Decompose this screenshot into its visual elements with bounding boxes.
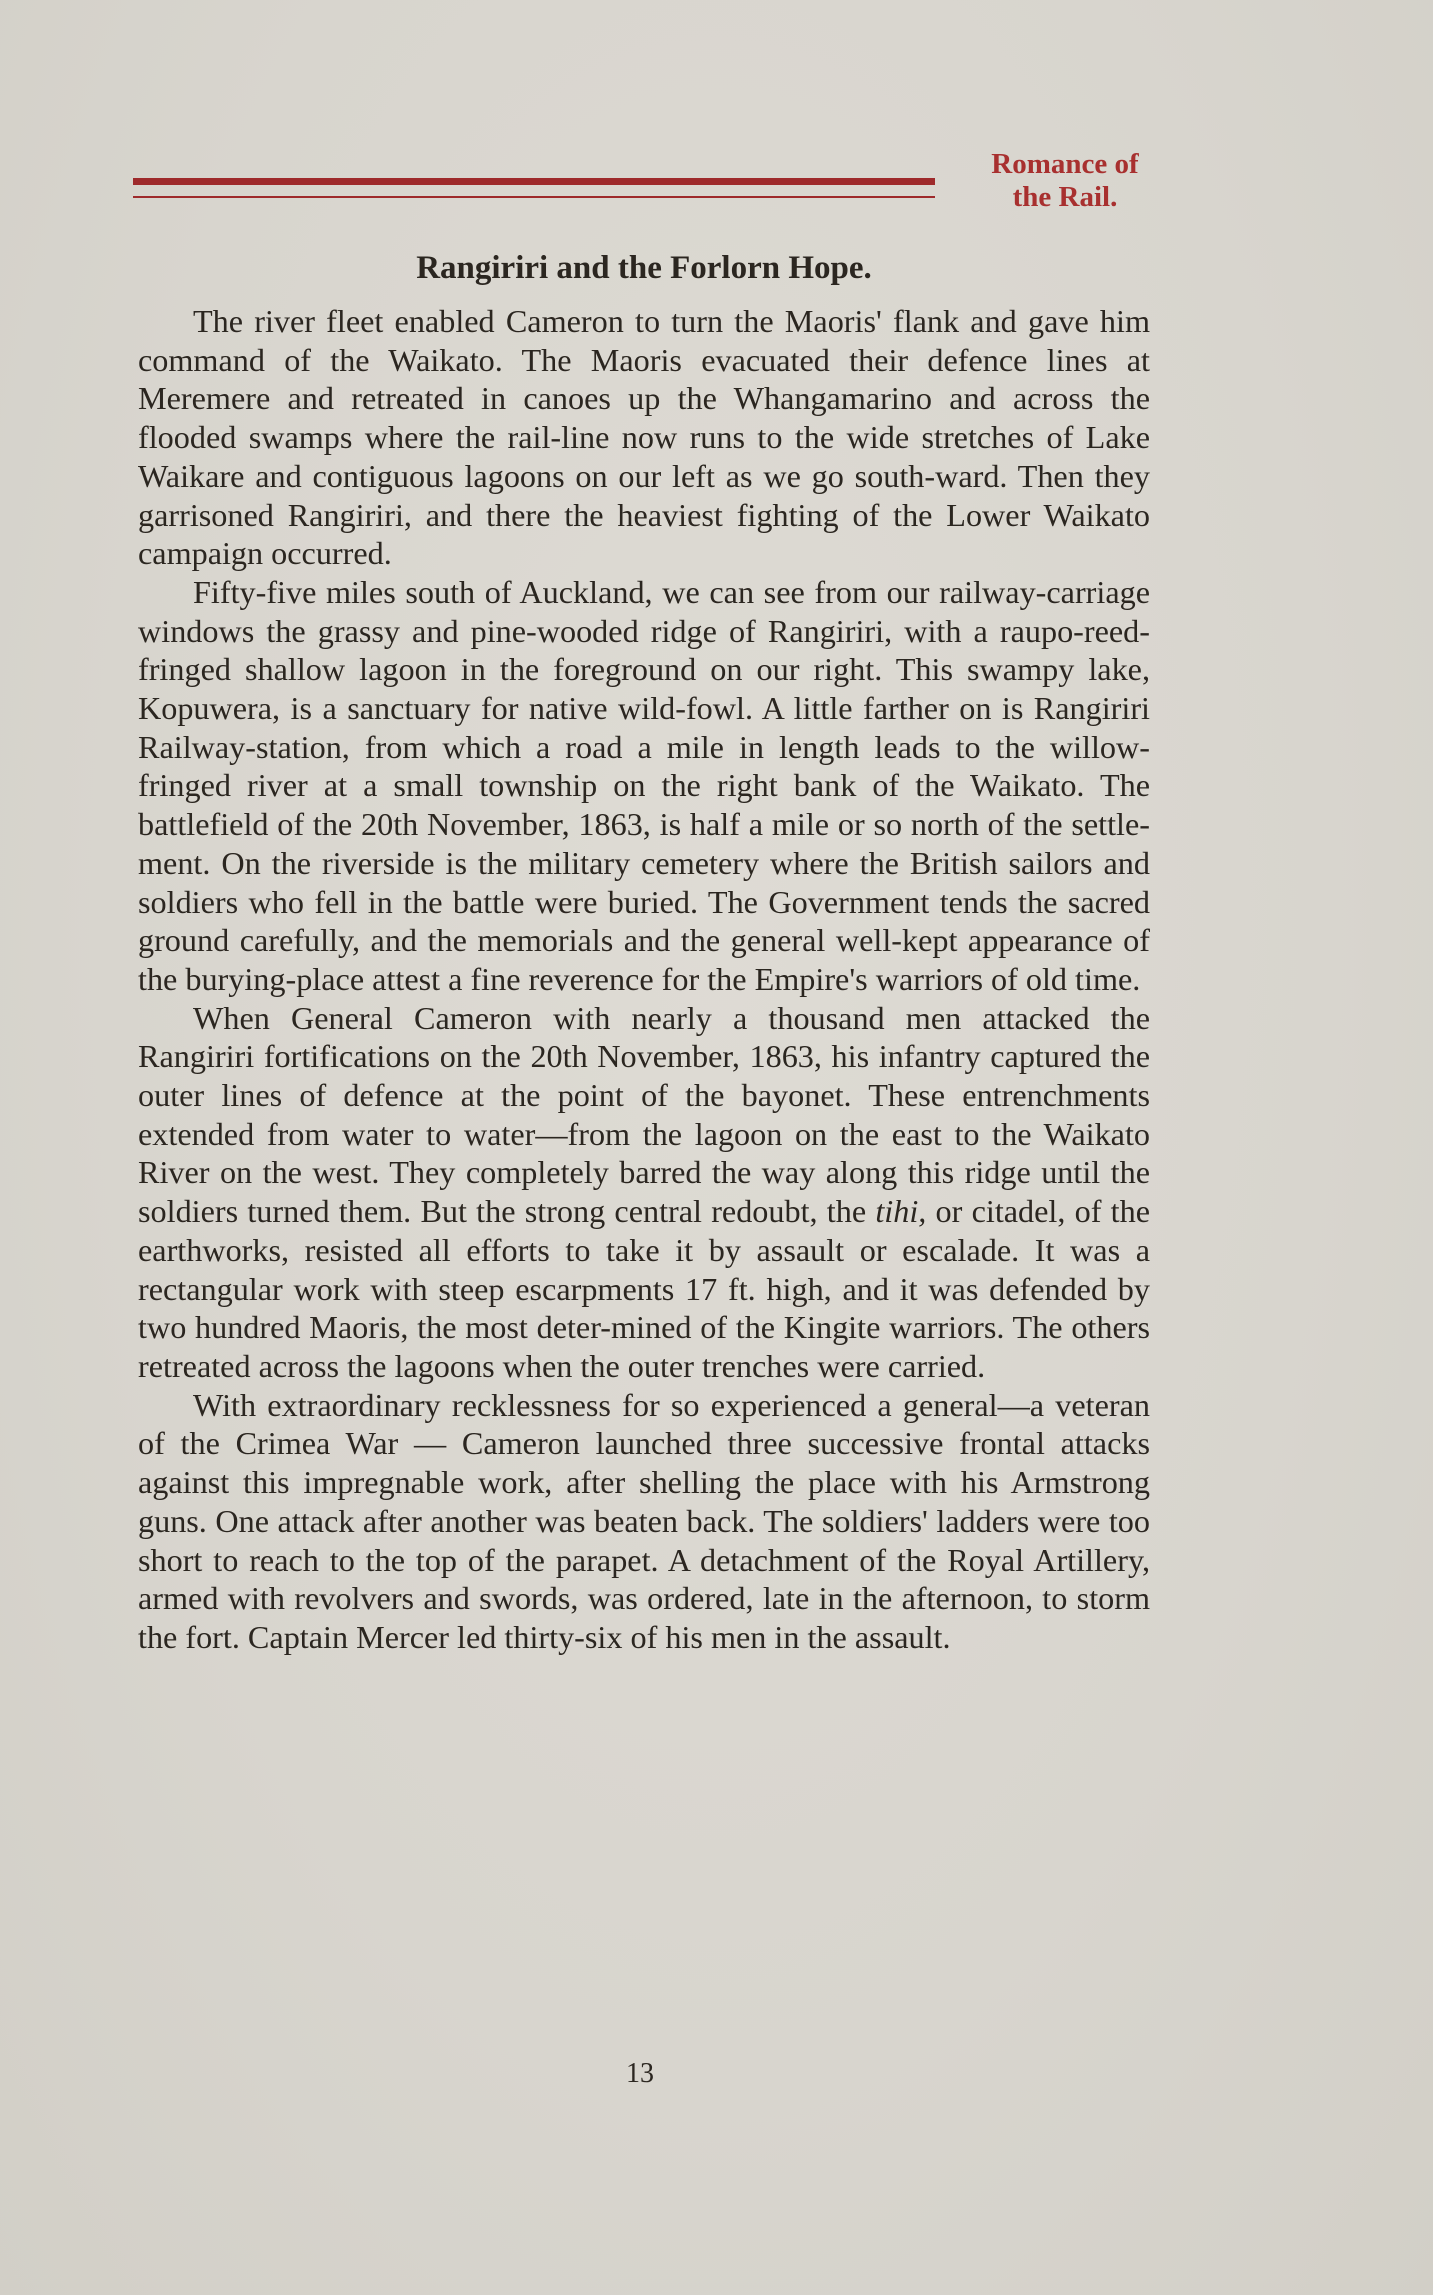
running-head-line-1: Romance of <box>991 148 1139 180</box>
header-rule-thick <box>133 178 935 185</box>
paragraph-3-italic-term: tihi, <box>875 1193 927 1230</box>
paragraph-3 <box>138 999 1150 1386</box>
running-head-line-2: the Rail. <box>1012 181 1118 213</box>
page-number: 13 <box>626 2058 654 2089</box>
paragraph-3-part-1: When General Cameron with nearly a thousand men attacked the Rangiriri fortifications on the 20th November, 1863, his infantry captured the outer lines of defence at the point of the bayonet. These entrenchments extended from water to water—from the lagoon on the east to the Waikato River on the west. They completely barred the way along this ridge until the soldiers turned them. But the strong central redoubt, the <box>138 999 1150 1230</box>
paragraph-2: Fifty-five miles south of Auckland, we can see from our railway-carriage windows the grassy and pine-wooded ridge of Rangiriri, with a raupo-reed-fringed shallow lagoon in the foreground on our right. This swampy lake, Kopuwera, is a sanctuary for native wild-fowl. A little farther on is Rangiriri Railway-station, from which a road a mile in length leads to the willow-fringed river at a small township on the right bank of the Waikato. The battlefield of the 20th November, 1863, is half a mile or so north of the settle-ment. On the riverside is the military cemetery where the British sailors and soldiers who fell in the battle were buried. The Government tends the sacred ground carefully, and the memorials and the general well-kept appearance of the burying-place attest a fine reverence for the Empire's warriors of old time. <box>138 573 1150 997</box>
body-text <box>138 302 1150 1657</box>
header-rule-thin <box>133 196 935 198</box>
paragraph-3-part-2: or citadel, of the earthworks, resisted all efforts to take it by assault or escalade. It was a rectangular work with steep escarpments 17 ft. high, and it was defended by two hundred Maoris, the most deter-mined of the Kingite warriors. The others retreated across the lagoons when the outer trenches were carried. <box>138 1193 1151 1384</box>
running-head <box>960 148 1170 214</box>
paragraph-1: The river fleet enabled Cameron to turn the Maoris' flank and gave him command of the Waikato. The Maoris evacuated their defence lines at Meremere and retreated in canoes up the Whangamarino and across the flooded swamps where the rail-line now runs to the wide stretches of Lake Waikare and contiguous lagoons on our left as we go south-ward. Then they garrisoned Rangiriri, and there the heaviest fighting of the Lower Waikato campaign occurred. <box>138 303 1150 572</box>
section-title: Rangiriri and the Forlorn Hope. <box>416 250 872 286</box>
paragraph-4: With extraordinary recklessness for so experienced a general—a veteran of the Crimea War — Cameron launched three successive frontal attacks against this impregnable work, after shelling the place with his Armstrong guns. One attack after another was beaten back. The soldiers' ladders were too short to reach to the top of the parapet. A detachment of the Royal Artillery, armed with revolvers and swords, was ordered, late in the afternoon, to storm the fort. Captain Mercer led thirty-six of his men in the assault. <box>138 1386 1150 1655</box>
